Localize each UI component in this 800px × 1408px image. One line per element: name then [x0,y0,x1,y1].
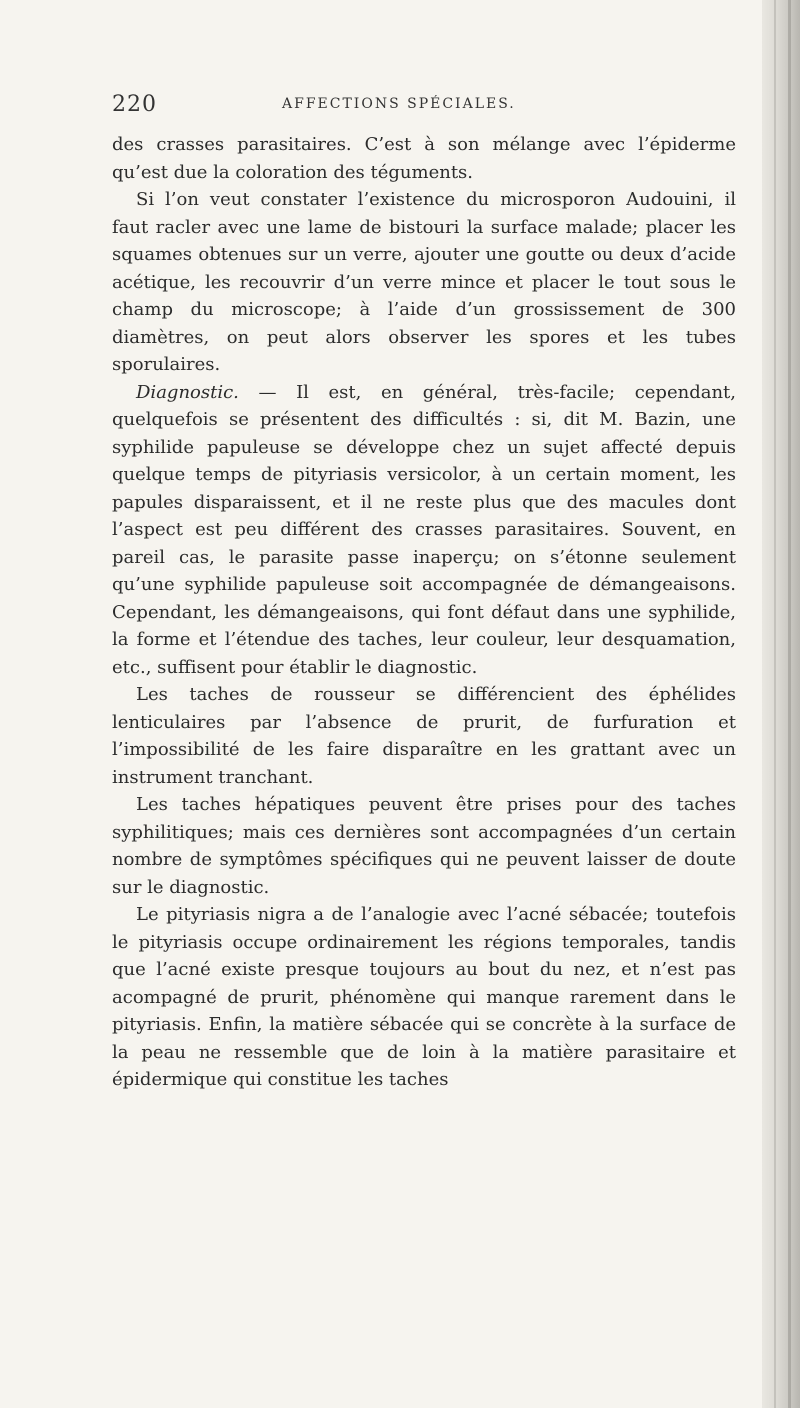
paragraph-microscope: Si l’on veut constater l’existence du microsporon Audouini, il faut racler avec une lame de bistouri la surface malade; placer les squames obtenues sur un verre, ajouter une goutte ou deux d’acide acétique, les recouvrir d’un verre mince et placer le tout sous le champ du microscope; à l’aide d’un grossissement de 300 diamètres, on peut alors observer les spores et les tubes sporulaires. [112,189,736,375]
running-head: AFFECTIONS SPÉCIALES. [282,96,516,112]
paragraph-pityriasis-nigra: Le pityriasis nigra a de l’analogie avec l’acné sébacée; toutefois le pityriasis occupe ordinairement les régions temporales, tandis que l’acné existe presque toujours au bout du nez, et n’est pas acompagné de prurit, phénomène qui manque rarement dans le pityriasis. Enfin, la matière sébacée qui se concrète à la surface de la peau ne ressemble que de loin à la matière parasitaire et épidermique qui constitue les taches [112,904,736,1090]
paragraph-rousseur: Les taches de rousseur se différencient des éphélides lenticulaires par l’absence de prurit, de furfuration et l’impossibilité de les faire disparaître en les grattant avec un instrument tranchant. [112,684,736,788]
page-number: 220 [112,92,157,117]
diagnostic-text: — Il est, en général, très-facile; cependant, quelquefois se présentent des difficultés : si, dit M. Bazin, une syphilide papuleuse se développe chez un sujet affecté depuis quelque temps de pityriasis versicolor, à un certain moment, les papules disparaissent, et il ne reste plus que des macules dont l’aspect est peu différent des crasses parasitaires. Souvent, en pareil cas, le parasite passe inaperçu; on s’étonne seulement qu’une syphilide papuleuse soit accompagnée de démangeaisons. Cependant, les démangeaisons, qui font défaut dans une syphilide, la forme et l’étendue des taches, leur couleur, leur desquamation, etc., suffisent pour établir le diagnostic. [112,381,736,678]
page-edge [762,0,800,1408]
body-text [112,131,736,1094]
diagnostic-heading: Diagnostic. [136,381,239,403]
paragraph-hepatiques: Les taches hépatiques peuvent être prises pour des taches syphilitiques; mais ces dernières sont accompagnées d’un certain nombre de symptômes spécifiques qui ne peuvent laisser de doute sur le diagnostic. [112,794,736,898]
paragraph-diagnostic [112,379,736,682]
page-header [112,92,732,122]
paragraph-continuation: des crasses parasitaires. C’est à son mélange avec l’épiderme qu’est due la coloration des téguments. [112,134,736,183]
